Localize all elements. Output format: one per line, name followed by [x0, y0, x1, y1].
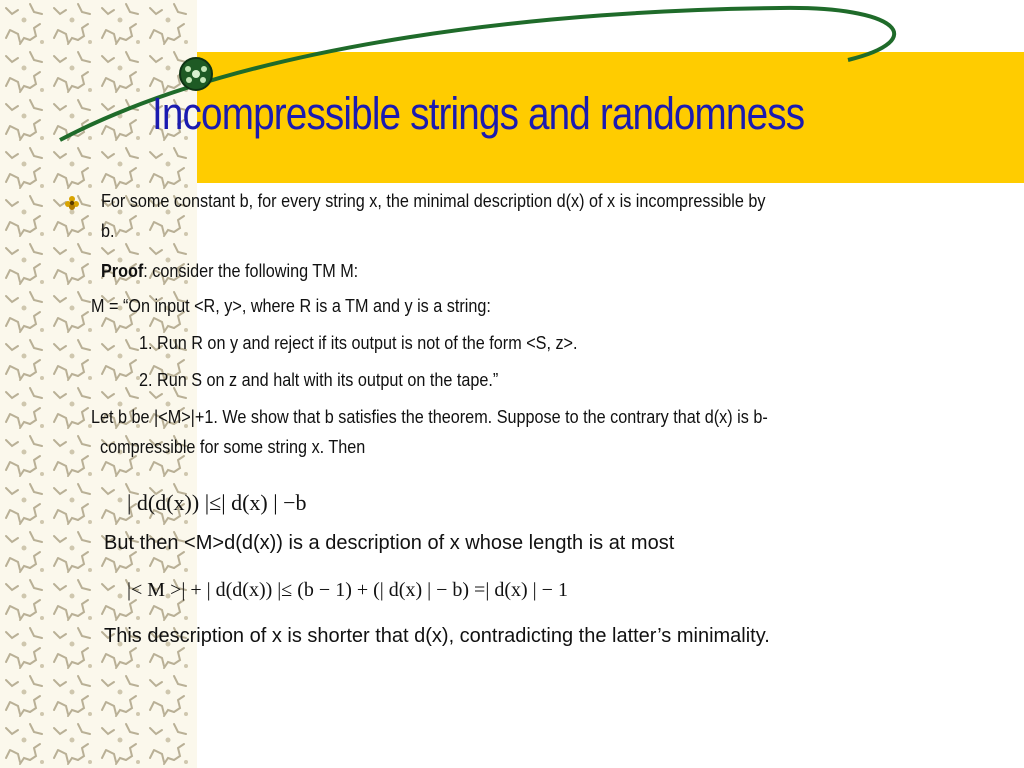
- slide-title: Incompressible strings and randomness: [152, 88, 805, 139]
- proof-rest: : consider the following TM M:: [143, 261, 359, 281]
- proof-line: [101, 256, 358, 286]
- let-text: [91, 402, 955, 462]
- claim-line-2: b.: [101, 221, 115, 241]
- formula-inequality: | d(d(x)) |≤| d(x) | −b: [127, 490, 307, 515]
- but-then-text: But then <M>d(d(x)) is a description of x whose length is at most: [104, 532, 675, 554]
- proof-label: Proof: [101, 261, 144, 281]
- machine-definition: M = “On input <R, y>, where R is a TM and y is a string:: [91, 296, 491, 316]
- claim-text: [101, 186, 965, 246]
- green-orb-icon: [178, 56, 214, 92]
- flower-bullet-icon: [64, 195, 80, 211]
- step-1: 1. Run R on y and reject if its output is not of the form <S, z>.: [139, 333, 578, 353]
- conclusion-text: This description of x is shorter that d(x), contradicting the latter’s minimality.: [104, 625, 770, 647]
- formula-length-bound: |< M >| + | d(d(x)) |≤ (b − 1) + (| d(x) | − b) =| d(x) | − 1: [127, 579, 568, 601]
- let-line-2: compressible for some string x. Then: [100, 437, 366, 457]
- claim-line-1: For some constant b, for every string x, the minimal description d(x) of x is incompressible by: [101, 191, 766, 211]
- step-2: 2. Run S on z and halt with its output on the tape.”: [139, 370, 499, 390]
- let-line-1: Let b be |<M>|+1. We show that b satisfies the theorem. Suppose to the contrary that d(x) is b-: [91, 407, 768, 427]
